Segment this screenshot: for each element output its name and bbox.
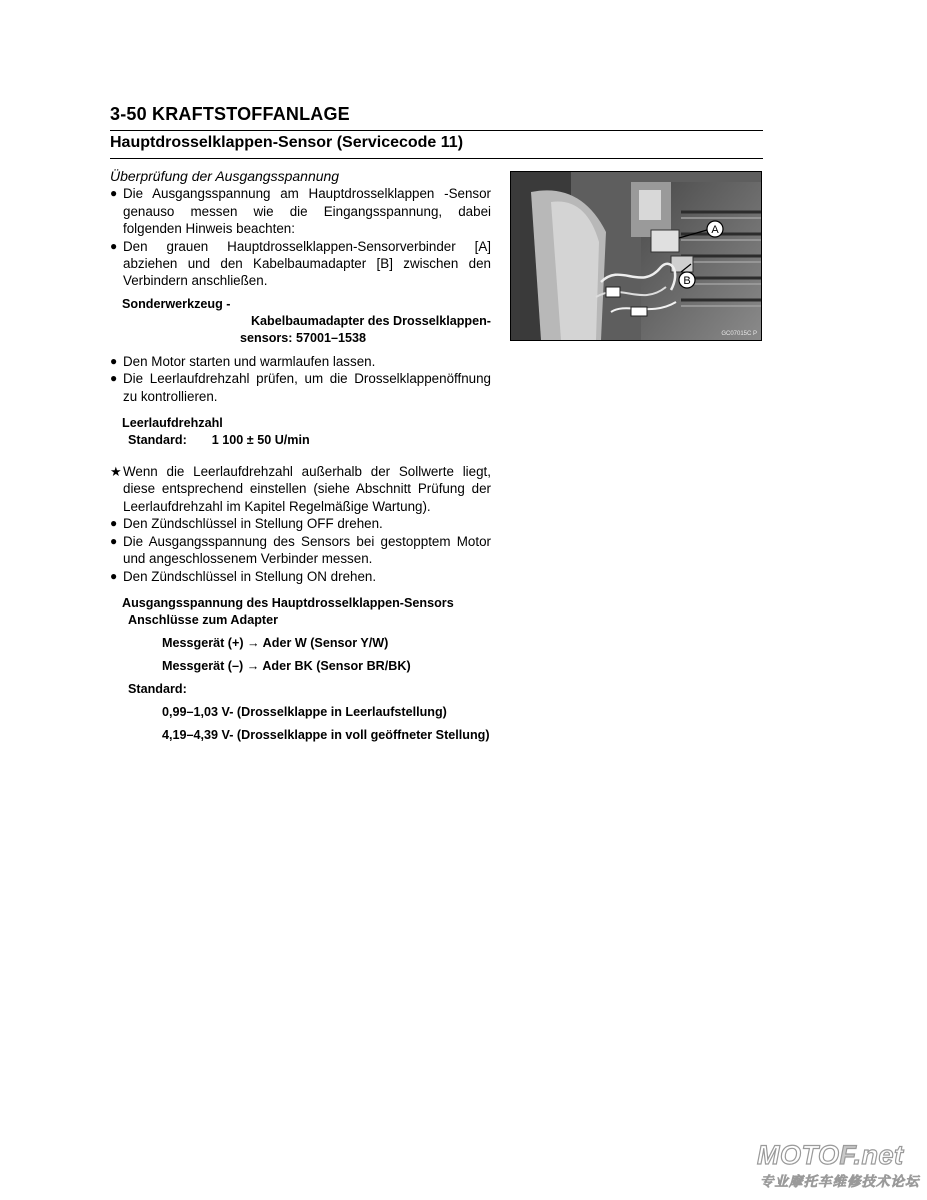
watermark-brand-prefix: MOTO [757,1140,840,1170]
list-item-text: Wenn die Leerlaufdrehzahl außerhalb der Sollwerte liegt, diese entsprechend einstellen (siehe Abschnitt Prüfung der Leerlaufdrehzahl im Kapitel Regelmäßige Wartung). [123,464,491,514]
list-item [110,533,491,568]
bullet-icon: ● [110,238,118,253]
idle-standard-label: Standard: [128,433,187,448]
engine-photo [510,171,762,341]
page-title: 3-50 KRAFTSTOFFANLAGE [110,104,350,124]
callout-a-label: A [711,224,719,236]
watermark-logo [757,1140,904,1171]
list-item [110,353,491,370]
bullet-icon: ● [110,533,118,548]
figure-code: GC07015C P [721,331,757,337]
watermark-brand-accent: F [839,1140,854,1170]
title-rule [110,130,763,131]
star-icon: ★ [110,464,122,480]
special-tool-name: Kabelbaumadapter des Drosselklappen- [250,313,491,328]
callout-b-label: B [683,275,691,287]
output-standard-label: Standard: [128,681,187,696]
bullet-icon: ● [110,186,118,201]
bullet-icon: ● [110,353,118,368]
subheading: Überprüfung der Ausgangsspannung [110,168,340,184]
engine-photo-drawing [511,172,761,340]
list-item [110,185,491,237]
list-item-text: Die Ausgangsspannung des Sensors bei gestopptem Motor und angeschlossenem Verbinder messen. [123,533,491,567]
special-tool-code: sensors: 57001–1538 [240,330,367,345]
list-item-text: Die Leerlaufdrehzahl prüfen, um die Drosselklappenöffnung zu kontrollieren. [123,371,491,404]
text-column [110,168,491,744]
output-spec-title: Ausgangsspannung des Hauptdrosselklappen-Sensors [122,595,454,610]
list-item [110,238,491,290]
bullet-icon: ● [110,568,118,583]
section-title: Hauptdrosselklappen-Sensor (Servicecode 11) [110,134,464,151]
bullet-icon: ● [110,516,118,531]
list-item-text: Die Ausgangsspannung am Hauptdrosselklappen -Sensor genauso messen wie die Eingangsspannung, dabei folgenden Hinweis beachten: [123,186,491,237]
idle-standard-value: 1 100 ± 50 U/min [211,433,310,448]
watermark-tagline: 专业摩托车维修技术论坛 [760,1174,920,1189]
list-item-text: Den Zündschlüssel in Stellung OFF drehen. [123,516,383,532]
output-value-idle: 0,99–1,03 V- (Drosselklappe in Leerlaufstellung) [162,704,447,719]
connections-label: Anschlüsse zum Adapter [128,612,278,627]
watermark-brand-suffix: .net [853,1140,904,1170]
connection-positive: Messgerät (+) → Ader W (Sensor Y/W) [162,635,389,650]
output-value-open: 4,19–4,39 V- (Drosselklappe in voll geöffneter Stellung) [162,727,490,742]
list-item [110,463,491,515]
idle-spec-row [110,432,491,449]
list-item [110,515,491,532]
list-item [110,370,491,405]
list-item-text: Den grauen Hauptdrosselklappen-Sensorverbinder [A] abziehen und den Kabelbaumadapter [B] zwischen den Verbindern anschließen. [123,238,491,289]
special-tool-label: Sonderwerkzeug - [122,296,231,311]
section-rule [110,158,763,159]
bullet-icon: ● [110,371,118,386]
list-item [110,568,491,585]
idle-spec-label: Leerlaufdrehzahl [122,416,223,431]
connection-negative: Messgerät (–) → Ader BK (Sensor BR/BK) [162,658,411,673]
list-item-text: Den Zündschlüssel in Stellung ON drehen. [123,568,377,584]
list-item-text: Den Motor starten und warmlaufen lassen. [123,353,376,369]
